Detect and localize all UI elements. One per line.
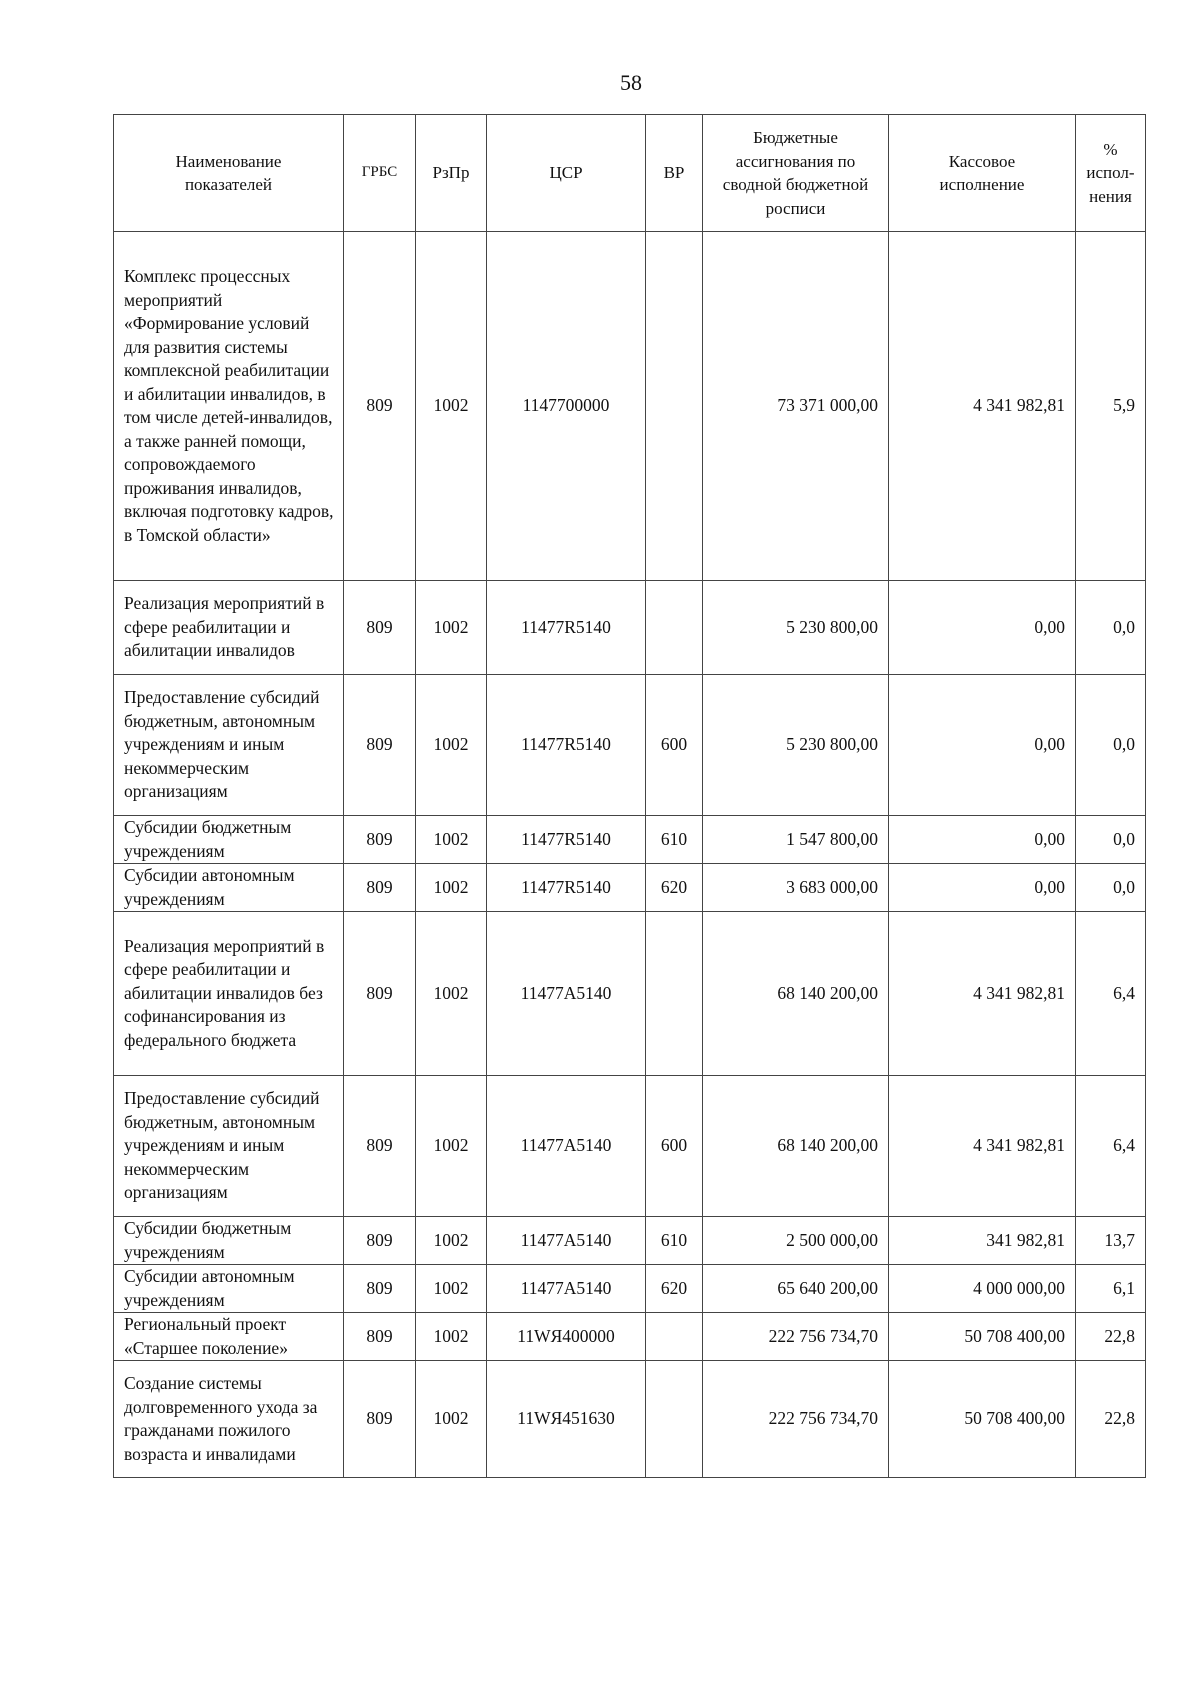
header-pct: % испол-нения (1076, 115, 1146, 232)
cell-assignments: 2 500 000,00 (703, 1217, 889, 1265)
budget-table (113, 114, 1146, 1478)
cell-cash-execution: 4 341 982,81 (889, 912, 1076, 1076)
header-cash: Кассовое исполнение (889, 115, 1076, 232)
cell-name: Создание системы долговременного ухода за гражданами пожилого возраста и инвалидами (114, 1361, 344, 1478)
page-number: 58 (620, 70, 642, 95)
cell-rzpr: 1002 (416, 581, 487, 675)
cell-csr: 11477R5140 (487, 864, 646, 912)
cell-grbs: 809 (344, 232, 416, 581)
cell-name: Реализация мероприятий в сфере реабилитации и абилитации инвалидов (114, 581, 344, 675)
cell-csr: 11477A5140 (487, 912, 646, 1076)
table-row (114, 675, 1146, 816)
cell-grbs: 809 (344, 816, 416, 864)
cell-grbs: 809 (344, 912, 416, 1076)
cell-vr: 600 (646, 675, 703, 816)
cell-rzpr: 1002 (416, 1313, 487, 1361)
cell-assignments: 222 756 734,70 (703, 1361, 889, 1478)
cell-assignments: 73 371 000,00 (703, 232, 889, 581)
cell-name: Реализация мероприятий в сфере реабилитации и абилитации инвалидов без софинансирования из федерального бюджета (114, 912, 344, 1076)
cell-execution-percent: 0,0 (1076, 816, 1146, 864)
cell-vr: 620 (646, 864, 703, 912)
table-header-row (114, 115, 1146, 232)
header-rzpr: РзПр (416, 115, 487, 232)
cell-name: Субсидии бюджетным учреждениям (114, 816, 344, 864)
cell-execution-percent: 6,4 (1076, 912, 1146, 1076)
cell-grbs: 809 (344, 1265, 416, 1313)
table-row (114, 912, 1146, 1076)
cell-name: Субсидии бюджетным учреждениям (114, 1217, 344, 1265)
cell-grbs: 809 (344, 1313, 416, 1361)
cell-assignments: 65 640 200,00 (703, 1265, 889, 1313)
cell-execution-percent: 22,8 (1076, 1313, 1146, 1361)
cell-name: Региональный проект «Старшее поколение» (114, 1313, 344, 1361)
cell-assignments: 1 547 800,00 (703, 816, 889, 864)
cell-vr: 600 (646, 1076, 703, 1217)
header-grbs: ГРБС (344, 115, 416, 232)
cell-assignments: 68 140 200,00 (703, 1076, 889, 1217)
cell-csr: 11477R5140 (487, 581, 646, 675)
table-row (114, 816, 1146, 864)
cell-assignments: 3 683 000,00 (703, 864, 889, 912)
cell-vr (646, 232, 703, 581)
cell-vr (646, 581, 703, 675)
cell-csr: 11477A5140 (487, 1076, 646, 1217)
cell-vr: 610 (646, 816, 703, 864)
cell-cash-execution: 4 000 000,00 (889, 1265, 1076, 1313)
cell-assignments: 5 230 800,00 (703, 675, 889, 816)
header-csr: ЦСР (487, 115, 646, 232)
table-row (114, 232, 1146, 581)
table-row (114, 864, 1146, 912)
cell-assignments: 222 756 734,70 (703, 1313, 889, 1361)
cell-rzpr: 1002 (416, 912, 487, 1076)
cell-cash-execution: 341 982,81 (889, 1217, 1076, 1265)
cell-assignments: 68 140 200,00 (703, 912, 889, 1076)
cell-grbs: 809 (344, 1361, 416, 1478)
cell-vr (646, 1361, 703, 1478)
table-row (114, 1217, 1146, 1265)
cell-cash-execution: 0,00 (889, 816, 1076, 864)
cell-rzpr: 1002 (416, 1076, 487, 1217)
cell-csr: 11477R5140 (487, 675, 646, 816)
cell-csr: 11WЯ451630 (487, 1361, 646, 1478)
cell-rzpr: 1002 (416, 232, 487, 581)
cell-name: Субсидии автономным учреждениям (114, 1265, 344, 1313)
header-vr: ВР (646, 115, 703, 232)
cell-grbs: 809 (344, 675, 416, 816)
cell-vr: 610 (646, 1217, 703, 1265)
cell-csr: 1147700000 (487, 232, 646, 581)
cell-name: Субсидии автономным учреждениям (114, 864, 344, 912)
cell-name: Комплекс процессных мероприятий «Формирование условий для развития системы комплексной реабилитации и абилитации инвалидов, в том числе детей-инвалидов, а также ранней помощи, сопровождаемого проживания инвалидов, включая подготовку кадров, в Томской области» (114, 232, 344, 581)
cell-rzpr: 1002 (416, 1217, 487, 1265)
cell-execution-percent: 0,0 (1076, 864, 1146, 912)
cell-assignments: 5 230 800,00 (703, 581, 889, 675)
header-name: Наименование показателей (114, 115, 344, 232)
cell-execution-percent: 6,4 (1076, 1076, 1146, 1217)
cell-grbs: 809 (344, 1076, 416, 1217)
table-row (114, 581, 1146, 675)
cell-csr: 11477A5140 (487, 1265, 646, 1313)
table-row (114, 1361, 1146, 1478)
cell-execution-percent: 22,8 (1076, 1361, 1146, 1478)
cell-rzpr: 1002 (416, 1361, 487, 1478)
table-row (114, 1076, 1146, 1217)
cell-grbs: 809 (344, 864, 416, 912)
cell-execution-percent: 0,0 (1076, 675, 1146, 816)
cell-execution-percent: 5,9 (1076, 232, 1146, 581)
cell-name: Предоставление субсидий бюджетным, автономным учреждениям и иным некоммерческим организациям (114, 675, 344, 816)
cell-cash-execution: 50 708 400,00 (889, 1361, 1076, 1478)
cell-cash-execution: 0,00 (889, 675, 1076, 816)
cell-rzpr: 1002 (416, 675, 487, 816)
header-assign: Бюджетные ассигнования по сводной бюджетной росписи (703, 115, 889, 232)
cell-grbs: 809 (344, 581, 416, 675)
cell-vr (646, 1313, 703, 1361)
cell-execution-percent: 13,7 (1076, 1217, 1146, 1265)
cell-rzpr: 1002 (416, 816, 487, 864)
cell-vr: 620 (646, 1265, 703, 1313)
cell-rzpr: 1002 (416, 864, 487, 912)
cell-rzpr: 1002 (416, 1265, 487, 1313)
cell-vr (646, 912, 703, 1076)
cell-cash-execution: 0,00 (889, 864, 1076, 912)
cell-cash-execution: 0,00 (889, 581, 1076, 675)
cell-csr: 11477R5140 (487, 816, 646, 864)
cell-csr: 11WЯ400000 (487, 1313, 646, 1361)
cell-execution-percent: 0,0 (1076, 581, 1146, 675)
cell-grbs: 809 (344, 1217, 416, 1265)
cell-cash-execution: 4 341 982,81 (889, 1076, 1076, 1217)
cell-cash-execution: 50 708 400,00 (889, 1313, 1076, 1361)
cell-csr: 11477A5140 (487, 1217, 646, 1265)
cell-name: Предоставление субсидий бюджетным, автономным учреждениям и иным некоммерческим организациям (114, 1076, 344, 1217)
cell-execution-percent: 6,1 (1076, 1265, 1146, 1313)
table-row (114, 1313, 1146, 1361)
table-row (114, 1265, 1146, 1313)
cell-cash-execution: 4 341 982,81 (889, 232, 1076, 581)
